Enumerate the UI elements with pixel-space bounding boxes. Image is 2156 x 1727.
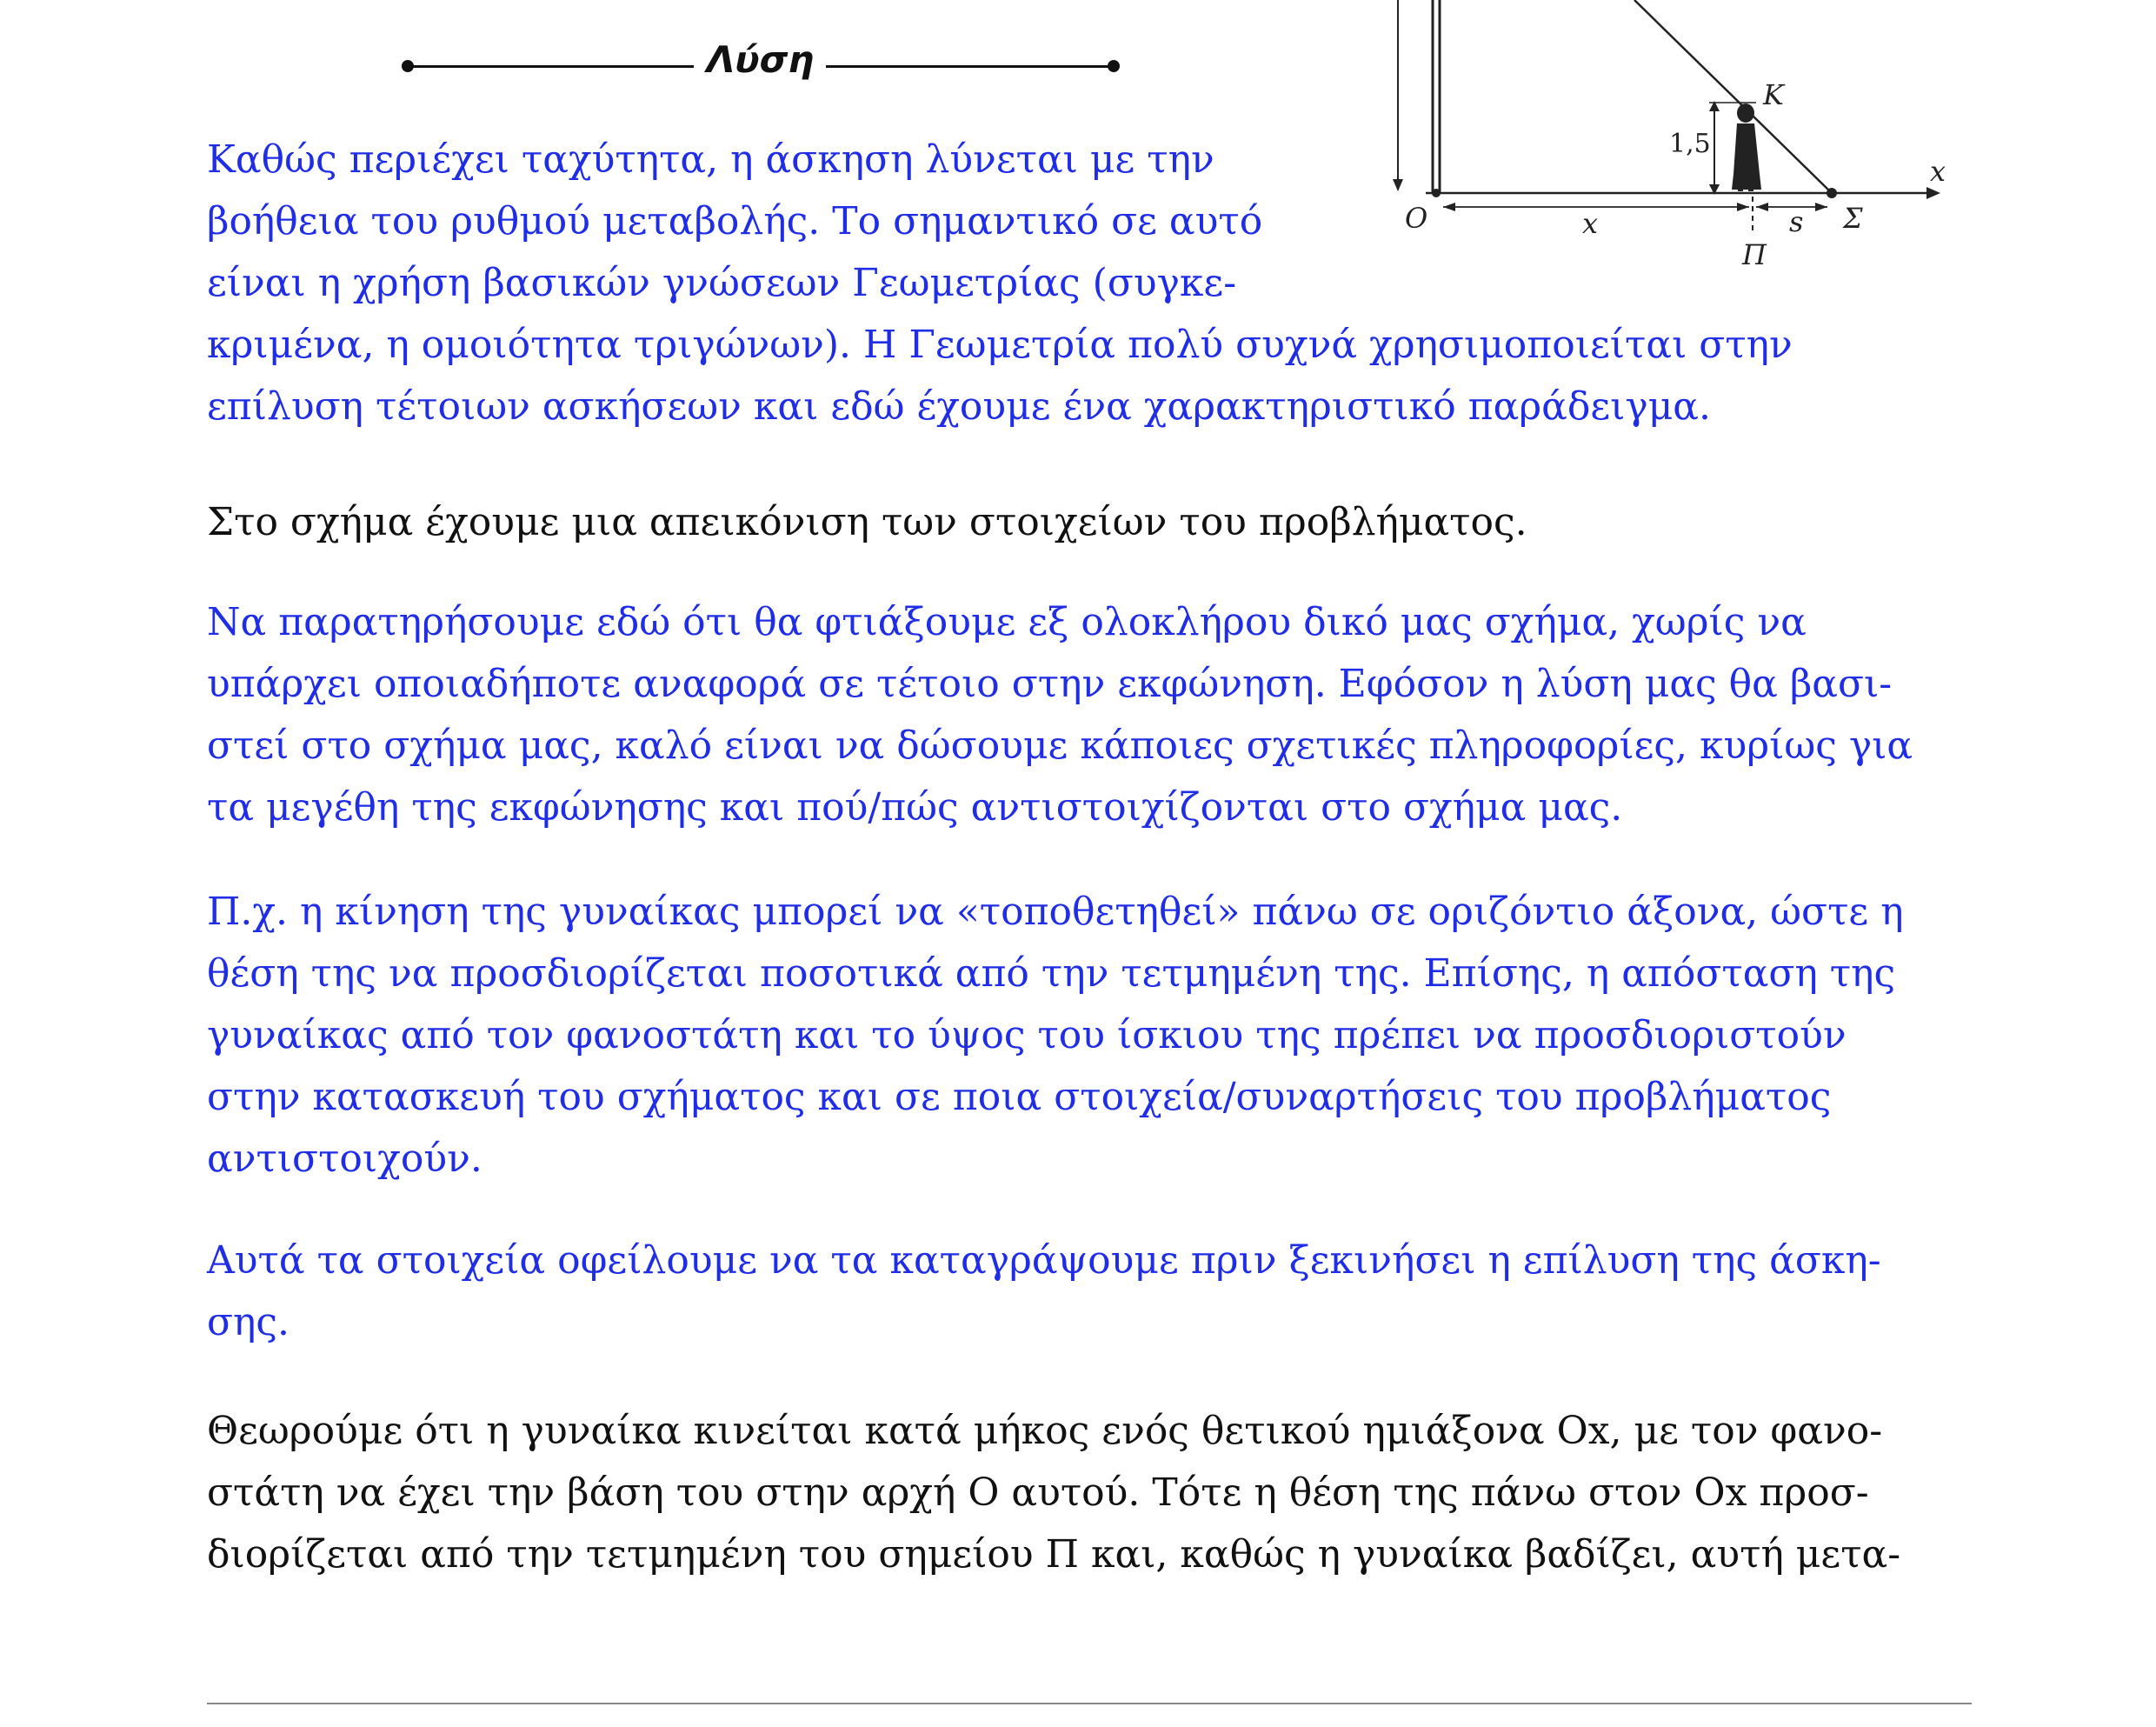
text-line: επίλυση τέτοιων ασκήσεων και εδώ έχουμε ένα χαρακτηριστικό παράδειγμα. xyxy=(207,384,1712,429)
text-line: κριμένα, η ομοιότητα τριγώνων). Η Γεωμετρία πολύ συχνά χρησιμοποιείται στην xyxy=(207,323,1793,367)
label-k: K xyxy=(1763,78,1784,111)
label-pi: Π xyxy=(1742,238,1767,271)
text-line: Θεωρούμε ότι η γυναίκα κινείται κατά μήκος ενός θετικού ημιάξονα Ox, με τον φανο- xyxy=(207,1409,1883,1453)
label-s: s xyxy=(1789,205,1804,238)
paragraph-figure-ref xyxy=(207,491,1963,553)
label-sigma: Σ xyxy=(1843,202,1863,235)
text-line: γυναίκας από τον φανοστάτη και το ύψος του ίσκιου της πρέπει να προσδιοριστούν xyxy=(207,1013,1847,1057)
label-x-axis: x xyxy=(1930,155,1946,188)
text-line: στην κατασκευή του σχήματος και σε ποια στοιχεία/συναρτήσεις του προβλήματος xyxy=(207,1075,1832,1119)
text-line: Στο σχήμα έχουμε μια απεικόνιση των στοιχείων του προβλήματος. xyxy=(207,500,1527,544)
paragraph-intro xyxy=(207,129,1963,437)
text-line: σης. xyxy=(207,1300,290,1344)
text-line: Καθώς περιέχει ταχύτητα, η άσκηση λύνεται με την xyxy=(207,137,1214,182)
text-line: Να παρατηρήσουμε εδώ ότι θα φτιάξουμε εξ ολοκλήρου δικό μας σχήμα, χωρίς να xyxy=(207,600,1807,644)
paragraph-note-figure xyxy=(207,591,1963,838)
text-line: στεί στο σχήμα μας, καλό είναι να δώσουμε κάποιες σχετικές πληροφορίες, κυρίως για xyxy=(207,723,1913,768)
text-line: τα μεγέθη της εκφώνησης και πού/πώς αντιστοιχίζονται στο σχήμα μας. xyxy=(207,785,1623,830)
header-right-dot xyxy=(1108,60,1120,72)
text-line: υπάρχει οποιαδήποτε αναφορά σε τέτοιο στην εκφώνηση. Εφόσον η λύση μας θα βασι- xyxy=(207,662,1893,706)
solution-title: Λύση xyxy=(706,38,815,81)
text-line: βοήθεια του ρυθμού μεταβολής. Το σημαντικό σε αυτό xyxy=(207,199,1263,243)
label-x: x xyxy=(1582,207,1599,240)
footer-rule xyxy=(207,1703,1972,1704)
header-left-line xyxy=(407,65,694,68)
header-right-line xyxy=(826,65,1113,68)
text-line: στάτη να έχει την βάση του στην αρχή O αυτού. Τότε η θέση της πάνω στον Ox προσ- xyxy=(207,1470,1869,1515)
text-line: διορίζεται από την τετμημένη του σημείου Π και, καθώς η γυναίκα βαδίζει, αυτή μετα- xyxy=(207,1532,1901,1577)
label-height: 1,5 xyxy=(1669,129,1711,159)
paragraph-record xyxy=(207,1230,1963,1353)
text-line: Αυτά τα στοιχεία οφείλουμε να τα καταγράψουμε πριν ξεκινήσει η επίλυση της άσκη- xyxy=(207,1238,1881,1283)
text-line: Π.χ. η κίνηση της γυναίκας μπορεί να «τοποθετηθεί» πάνω σε οριζόντιο άξονα, ώστε η xyxy=(207,890,1904,934)
text-line: θέση της να προσδιορίζεται ποσοτικά από την τετμημένη της. Επίσης, η απόσταση της xyxy=(207,951,1896,996)
paragraph-assumption xyxy=(207,1400,1963,1585)
text-line: είναι η χρήση βασικών γνώσεων Γεωμετρίας (συγκε- xyxy=(207,261,1237,305)
paragraph-example xyxy=(207,881,1963,1190)
label-O: O xyxy=(1405,202,1428,235)
text-line: αντιστοιχούν. xyxy=(207,1137,482,1181)
solution-header xyxy=(402,35,1123,96)
